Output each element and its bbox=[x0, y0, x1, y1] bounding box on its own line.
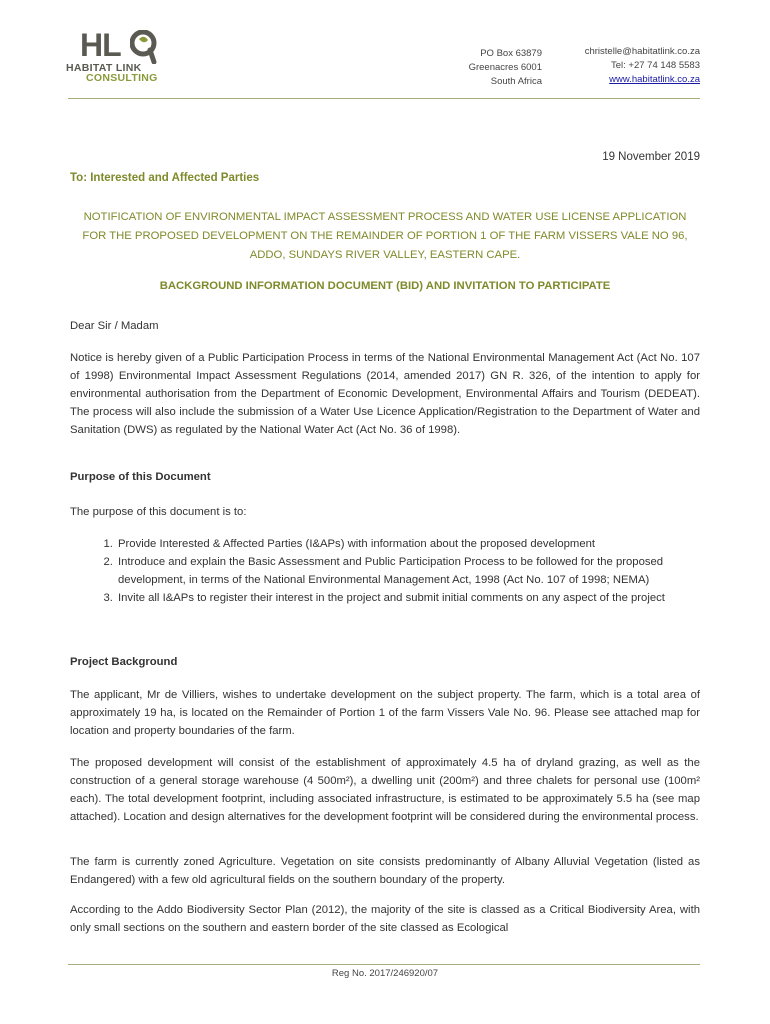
email-text: christelle@habitatlink.co.za bbox=[584, 46, 700, 57]
purpose-heading: Purpose of this Document bbox=[70, 471, 211, 483]
logo-line-consulting: CONSULTING bbox=[86, 72, 158, 84]
purpose-intro: The purpose of this document is to: bbox=[70, 506, 247, 518]
telephone-text: Tel: +27 74 148 5583 bbox=[610, 60, 700, 71]
bid-title: BACKGROUND INFORMATION DOCUMENT (BID) AND INVITATION TO PARTICIPATE bbox=[159, 280, 611, 292]
notification-title bbox=[70, 208, 700, 265]
footer-divider bbox=[68, 964, 700, 965]
salutation: Dear Sir / Madam bbox=[70, 320, 159, 332]
website-link[interactable]: www.habitatlink.co.za bbox=[609, 74, 700, 85]
notification-line: NOTIFICATION OF ENVIRONMENTAL IMPACT ASSESSMENT PROCESS AND WATER USE LICENSE APPLICATION bbox=[83, 211, 687, 223]
addressee: To: Interested and Affected Parties bbox=[70, 172, 260, 184]
contact-details bbox=[540, 45, 700, 87]
purpose-list bbox=[70, 535, 700, 607]
background-paragraph-3: The farm is currently zoned Agriculture. Vegetation on site consists predominantly of Albany Alluvial Vegetation (listed as Endangered) with a few old agricultural fields on the southern boundary of the property. bbox=[70, 856, 700, 886]
notification-line: FOR THE PROPOSED DEVELOPMENT ON THE REMAINDER OF PORTION 1 OF THE FARM VISSERS VALE NO 96, bbox=[82, 230, 688, 242]
list-item: 2. Introduce and explain the Basic Assessment and Public Participation Process to be followed for the proposed development, in terms of the National Environmental Management Act, 1998 (Act No. 107 of 1998; NEMA) bbox=[116, 553, 700, 589]
background-heading: Project Background bbox=[70, 656, 178, 668]
fish-icon bbox=[130, 30, 158, 64]
background-paragraph-1: The applicant, Mr de Villiers, wishes to undertake development on the subject property. The farm, which is a total area of approximately 19 ha, is located on the Remainder of Portion 1 of the farm Vissers Vale No. 96. Please see attached map for location and property boundaries of the farm. bbox=[70, 689, 700, 737]
background-paragraph-2: The proposed development will consist of the establishment of approximately 4.5 ha of dryland grazing, as well as the construction of a general storage warehouse (4 500m²), a dwelling unit (200m²) and three chalets for personal use (100m² each). The total development footprint, including associated infrastructure, is estimated to be approximately 5.5 ha (see map attached). Location and design alternatives for the development footprint will be considered during the environmental process. bbox=[70, 757, 700, 823]
list-item: 1. Provide Interested & Affected Parties (I&APs) with information about the proposed development bbox=[116, 535, 700, 553]
registration-number: Reg No. 2017/246920/07 bbox=[331, 968, 439, 979]
logo-line-habitat-link: HABITAT LINK bbox=[66, 62, 142, 74]
header-divider bbox=[68, 98, 700, 99]
notification-line: ADDO, SUNDAYS RIVER VALLEY, EASTERN CAPE. bbox=[249, 249, 521, 261]
letter-date: 19 November 2019 bbox=[602, 151, 700, 163]
address-line: Greenacres 6001 bbox=[468, 62, 542, 73]
logo-mark: HL bbox=[80, 27, 121, 63]
postal-address bbox=[430, 47, 542, 89]
list-item: 3. Invite all I&APs to register their interest in the project and submit initial comments on any aspect of the project bbox=[116, 589, 700, 607]
notice-paragraph: Notice is hereby given of a Public Participation Process in terms of the National Environmental Management Act (Act No. 107 of 1998) Environmental Impact Assessment Regulations (2014, amended 2017) GN R. 326, of the intention to apply for environmental authorisation from the Department of Economic Development, Environmental Affairs and Tourism (DEDEAT). The process will also include the submission of a Water Use Licence Application/Registration to the Department of Water and Sanitation (DWS) as regulated by the National Water Act (Act No. 36 of 1998). bbox=[70, 352, 700, 436]
background-paragraph-4: According to the Addo Biodiversity Sector Plan (2012), the majority of the site is classed as a Critical Biodiversity Area, with only small sections on the southern and eastern border of the site classed as Ecological bbox=[70, 904, 700, 934]
address-line: PO Box 63879 bbox=[480, 48, 542, 59]
address-line: South Africa bbox=[490, 76, 542, 87]
habitat-link-logo bbox=[66, 27, 161, 88]
